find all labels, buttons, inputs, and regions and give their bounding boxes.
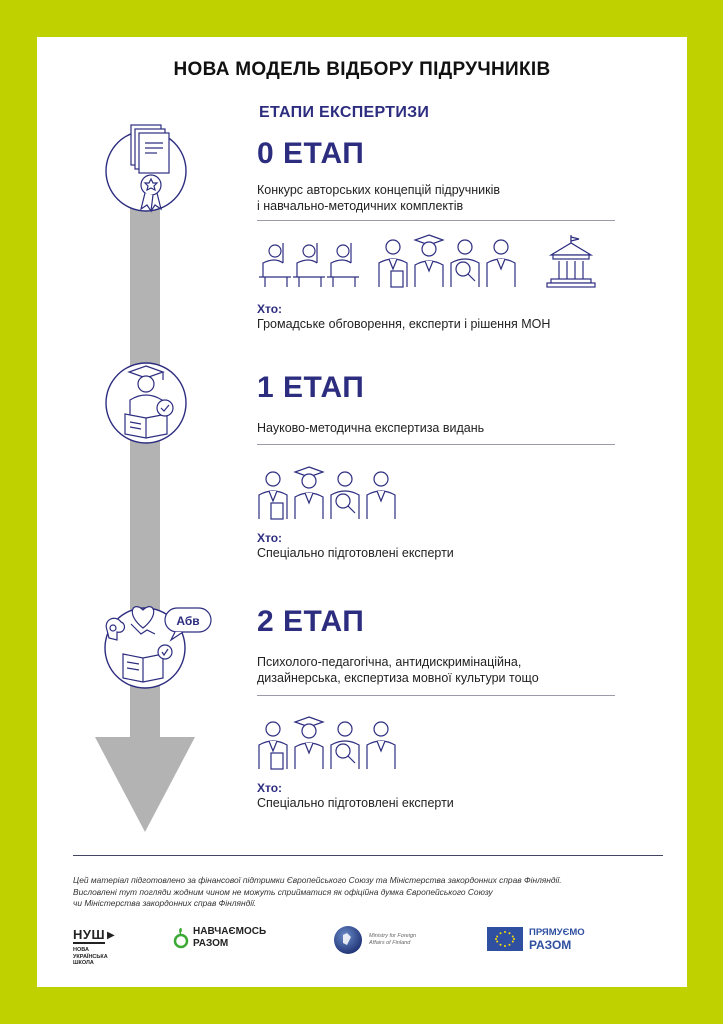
stage-1-who-label: Хто: xyxy=(257,531,283,545)
eu-flag-icon xyxy=(487,927,523,951)
nush-logo-line-3: ШКОЛА xyxy=(73,960,94,966)
expert-with-document-icon xyxy=(259,722,287,769)
navchaemos-logo-line-1: НАВЧАЄМОСЬ xyxy=(193,926,267,937)
sprout-icon xyxy=(173,926,189,950)
documents-award-icon xyxy=(105,119,187,223)
stage-2-description-line-1: Психолого-педагогічна, антидискримінаційна, xyxy=(257,655,522,669)
stage-0-who-label: Хто: xyxy=(257,302,283,316)
expert-graduate-icon xyxy=(415,235,443,287)
expert-with-magnifier-icon xyxy=(451,240,479,287)
disclaimer-line-3: чи Міністерства закордонних справ Фінляндії. xyxy=(73,898,257,908)
finland-globe-icon xyxy=(333,925,363,955)
expert-icon xyxy=(487,240,515,287)
stage-0-divider xyxy=(257,220,615,221)
nush-logo xyxy=(73,927,143,967)
ministry-building-icon xyxy=(547,235,595,287)
expert-with-magnifier-icon xyxy=(331,722,359,769)
handshake-book-speech-icon xyxy=(95,592,225,704)
expert-graduate-icon xyxy=(295,717,323,769)
speech-bubble-text: Абв xyxy=(176,614,200,628)
navchaemos-logo-line-2: РАЗОМ xyxy=(193,938,229,949)
student-raising-hand-icon xyxy=(259,243,291,287)
expert-reading-book-icon xyxy=(105,360,187,446)
expert-with-document-icon xyxy=(379,240,407,287)
stage-2-divider xyxy=(257,695,615,696)
stage-0-description-line-1: Конкурс авторських концепцій підручників xyxy=(257,183,501,197)
pryamuemo-logo-line-2: РАЗОМ xyxy=(529,938,572,952)
stage-2-people-icons xyxy=(257,717,437,773)
student-raising-hand-icon xyxy=(293,243,325,287)
nush-logo-line-2: УКРАЇНСЬКА xyxy=(73,953,108,960)
stage-2-description-line-2: дизайнерська, експертиза мовної культури тощо xyxy=(257,671,539,685)
stage-1-description xyxy=(257,420,484,436)
finland-logo-line-2: Affairs of Finland xyxy=(369,940,411,946)
expert-icon xyxy=(367,722,395,769)
stage-0-description xyxy=(257,182,500,214)
page-title: НОВА МОДЕЛЬ ВІДБОРУ ПІДРУЧНИКІВ xyxy=(173,59,551,80)
finland-logo-line-1: Ministry for Foreign xyxy=(369,933,417,939)
stage-2-description xyxy=(257,654,539,686)
stage-0-title: 0 ЕТАП xyxy=(257,137,365,170)
stage-2-who-text: Спеціально підготовлені експерти xyxy=(257,796,454,810)
infographic-page xyxy=(37,37,687,987)
stage-1-title: 1 ЕТАП xyxy=(257,371,365,404)
stage-0-people-icons xyxy=(257,235,602,297)
pryamuemo-logo-line-1: ПРЯМУЄМО xyxy=(529,927,585,938)
stage-2-who-label: Хто: xyxy=(257,781,283,795)
student-raising-hand-icon xyxy=(327,243,359,287)
expert-with-magnifier-icon xyxy=(331,472,359,519)
expert-graduate-icon xyxy=(295,467,323,519)
section-subtitle: ЕТАПИ ЕКСПЕРТИЗИ xyxy=(259,104,430,121)
stage-0-who-text: Громадське обговорення, експерти і рішення МОН xyxy=(257,317,551,331)
chevron-right-icon: ▶ xyxy=(107,930,116,941)
stage-1-people-icons xyxy=(257,467,437,523)
navchaemos-razom-logo xyxy=(173,926,303,956)
stage-0-description-line-2: і навчально-методичних комплектів xyxy=(257,199,464,213)
stage-2-title: 2 ЕТАП xyxy=(257,605,365,638)
disclaimer-line-2: Висловлені тут погляди жодним чином не можуть сприйматися як офіційна думка Європейського Союзу xyxy=(73,886,493,897)
stage-1-divider xyxy=(257,444,615,445)
expert-icon xyxy=(367,472,395,519)
pryamuemo-razom-logo xyxy=(487,925,627,953)
stage-1-description-line-1: Науково-методична експертиза видань xyxy=(257,421,485,435)
nush-logo-line-1: НОВА xyxy=(73,947,89,953)
footer-divider xyxy=(73,855,663,856)
nush-logo-mark: НУШ xyxy=(73,927,106,942)
finland-mfa-logo xyxy=(333,923,463,957)
stage-1-who-text: Спеціально підготовлені експерти xyxy=(257,546,454,560)
expert-with-document-icon xyxy=(259,472,287,519)
disclaimer xyxy=(73,875,663,910)
disclaimer-line-1: Цей матеріал підготовлено за фінансової підтримки Європейського Союзу та Міністерства закордонних справ Фінляндії. xyxy=(73,875,562,885)
